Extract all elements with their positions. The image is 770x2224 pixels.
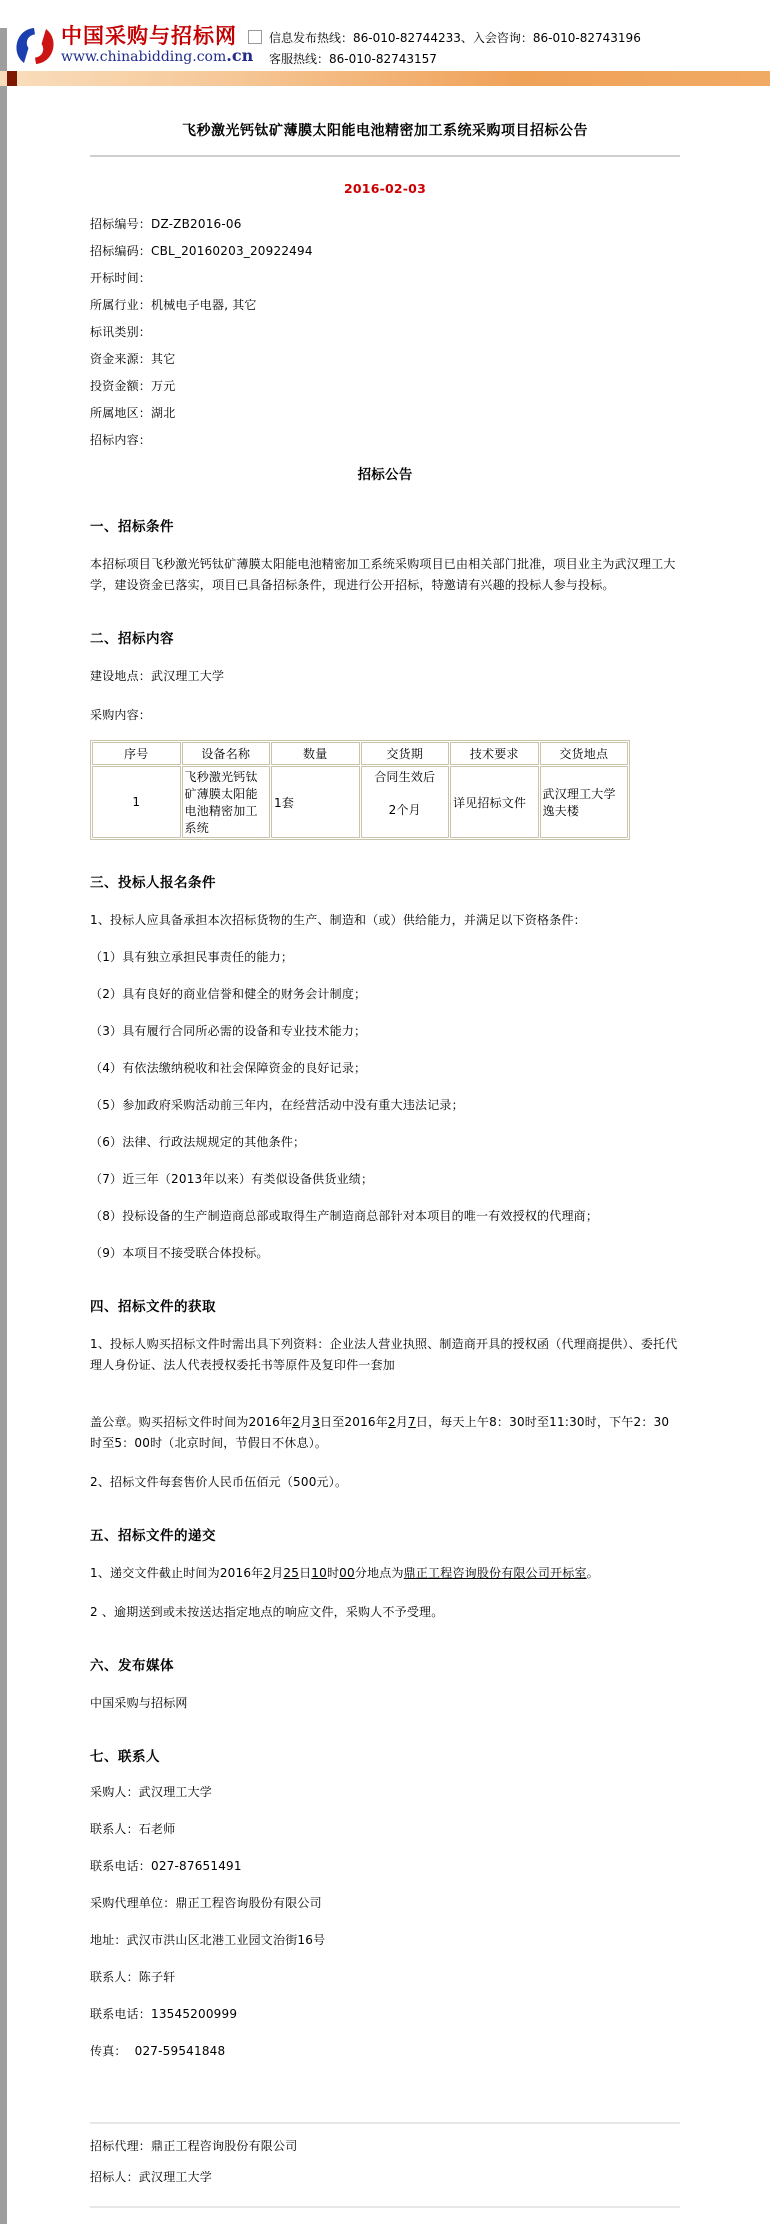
table-header-cell: 技术要求	[450, 742, 539, 765]
accent-bar	[0, 71, 770, 86]
cell-seq-no: 1	[92, 766, 181, 838]
qualification-item: （7）近三年（2013年以来）有类似设备供货业绩；	[90, 1172, 374, 1186]
contact-line: 联系电话：13545200999	[90, 2007, 238, 2021]
cell-delivery-period	[361, 766, 450, 838]
footer-line: 招标人：武汉理工大学	[90, 2170, 213, 2184]
contact-line: 地址：武汉市洪山区北港工业园文治街16号	[90, 1933, 326, 1947]
section4-paragraph1: 1、投标人购买招标文件时需出具下列资料：企业法人营业执照、制造商开具的授权函（代理商提供）、委托代理人身份证、法人代表授权委托书等原件及复印件一套加	[90, 1337, 678, 1372]
cell-delivery-place: 武汉理工大学逸夫楼	[540, 766, 629, 838]
purchase-content-label: 采购内容：	[90, 708, 152, 722]
meta-field-line: 标讯类别：	[90, 325, 152, 339]
site-url	[61, 48, 253, 64]
meta-field-line: 资金来源：其它	[90, 352, 176, 366]
section5-paragraph2: 2 、逾期送到或未按送达指定地点的响应文件，采购人不予受理。	[90, 1605, 444, 1619]
section3-heading: 三、投标人报名条件	[90, 875, 216, 891]
site-url-tld: .cn	[226, 46, 254, 65]
procurement-table	[90, 740, 630, 840]
contact-line: 联系人：石老师	[90, 1822, 176, 1836]
site-name: 中国采购与招标网	[61, 24, 237, 48]
left-gray-strip	[0, 28, 7, 2224]
qualification-item: （2）具有良好的商业信誉和健全的财务会计制度；	[90, 987, 367, 1001]
publish-media-line: 中国采购与招标网	[90, 1696, 188, 1710]
section1-heading: 一、招标条件	[90, 519, 174, 535]
delivery-line2: 2个月	[388, 803, 421, 817]
title-divider	[90, 155, 680, 157]
table-header-cell: 数量	[271, 742, 360, 765]
hotline-line2: 客服热线：86-010-82743157	[269, 52, 437, 66]
publish-date: 2016-02-03	[344, 181, 426, 196]
section1-paragraph: 本招标项目飞秒激光钙钛矿薄膜太阳能电池精密加工系统采购项目已由相关部门批准，项目业主为武汉理工大学，建设资金已落实，项目已具备招标条件，现进行公开招标，特邀请有兴趣的投标人参与投标。	[90, 557, 676, 592]
contact-line: 传真： 027-59541848	[90, 2044, 226, 2058]
accent-red-segment	[7, 71, 17, 86]
footer-block	[90, 2137, 680, 2186]
delivery-line1: 合同生效后	[374, 770, 436, 784]
qualification-item: （6）法律、行政法规规定的其他条件；	[90, 1135, 306, 1149]
qualification-item: （3）具有履行合同所必需的设备和专业技术能力；	[90, 1024, 367, 1038]
checkbox-icon	[248, 30, 262, 44]
construction-site-line: 建设地点：武汉理工大学	[90, 669, 225, 683]
meta-field-line: 所属行业：机械电子电器, 其它	[90, 298, 257, 312]
contact-line: 采购代理单位：鼎正工程咨询股份有限公司	[90, 1896, 322, 1910]
footer-line: 招标代理：鼎正工程咨询股份有限公司	[90, 2139, 298, 2153]
meta-fields	[90, 211, 680, 454]
qualification-item: （1）具有独立承担民事责任的能力；	[90, 950, 294, 964]
table-header-row	[92, 742, 628, 765]
section4-paragraph3: 2、招标文件每套售价人民币伍佰元（500元）。	[90, 1475, 348, 1489]
site-url-main: www.chinabidding.com	[61, 49, 227, 65]
table-header-cell: 序号	[92, 742, 181, 765]
meta-field-line: 投资金额：万元	[90, 379, 176, 393]
meta-field-line: 招标编码：CBL_20160203_20922494	[90, 244, 313, 258]
contact-line: 采购人：武汉理工大学	[90, 1785, 213, 1799]
meta-field-line: 招标编号：DZ-ZB2016-06	[90, 217, 242, 231]
section5-heading: 五、招标文件的递交	[90, 1528, 216, 1544]
hotline-line1	[248, 28, 641, 49]
cell-tech-requirement: 详见招标文件	[450, 766, 539, 838]
section7-heading: 七、联系人	[90, 1749, 160, 1765]
notice-heading: 招标公告	[357, 467, 413, 483]
cell-quantity: 1套	[271, 766, 360, 838]
cell-equipment-name: 飞秒激光钙钛矿薄膜太阳能电池精密加工系统	[182, 766, 271, 838]
section5-paragraph1: 1、递交文件截止时间为2016年2月25日10时00分地点为鼎正工程咨询股份有限公司开标室。	[90, 1566, 599, 1580]
hotline-info-text: 信息发布热线：86-010-82744233、入会咨询：86-010-82743196	[269, 31, 641, 45]
section2-heading: 二、招标内容	[90, 631, 174, 647]
announcement-document	[90, 122, 680, 2224]
meta-field-line: 开标时间：	[90, 271, 152, 285]
chinabidding-swirl-logo-icon	[14, 26, 56, 66]
qualification-item: （8）投标设备的生产制造商总部或取得生产制造商总部针对本项目的唯一有效授权的代理商；	[90, 1209, 599, 1223]
meta-field-line: 招标内容：	[90, 433, 152, 447]
qualification-item: （9）本项目不接受联合体投标。	[90, 1246, 269, 1260]
section3-intro: 1、投标人应具备承担本次招标货物的生产、制造和（或）供给能力，并满足以下资格条件：	[90, 913, 586, 927]
table-header-cell: 交货地点	[540, 742, 629, 765]
section4-heading: 四、招标文件的获取	[90, 1299, 216, 1315]
contact-list	[90, 1782, 680, 2062]
hotlines-block	[248, 28, 641, 70]
table-header-cell: 设备名称	[182, 742, 271, 765]
site-header	[0, 0, 770, 66]
contact-line: 联系人：陈子轩	[90, 1970, 176, 1984]
contact-line: 联系电话：027-87651491	[90, 1859, 242, 1873]
footer-divider-top	[90, 2122, 680, 2124]
meta-field-line: 所属地区：湖北	[90, 406, 176, 420]
qualification-item: （4）有依法缴纳税收和社会保障资金的良好记录；	[90, 1061, 367, 1075]
logo-text	[61, 26, 253, 64]
qualification-item: （5）参加政府采购活动前三年内，在经营活动中没有重大违法记录；	[90, 1098, 464, 1112]
announcement-title: 飞秒激光钙钛矿薄膜太阳能电池精密加工系统采购项目招标公告	[182, 123, 588, 139]
section4-paragraph2: 盖公章。购买招标文件时间为2016年2月3日至2016年2月7日，每天上午8：30时至11:30时，下午2：30时至5：00时（北京时间，节假日不休息）。	[90, 1415, 670, 1450]
table-row	[92, 766, 628, 838]
section6-heading: 六、发布媒体	[90, 1658, 174, 1674]
table-header-cell: 交货期	[361, 742, 450, 765]
qualification-list	[90, 947, 680, 1264]
